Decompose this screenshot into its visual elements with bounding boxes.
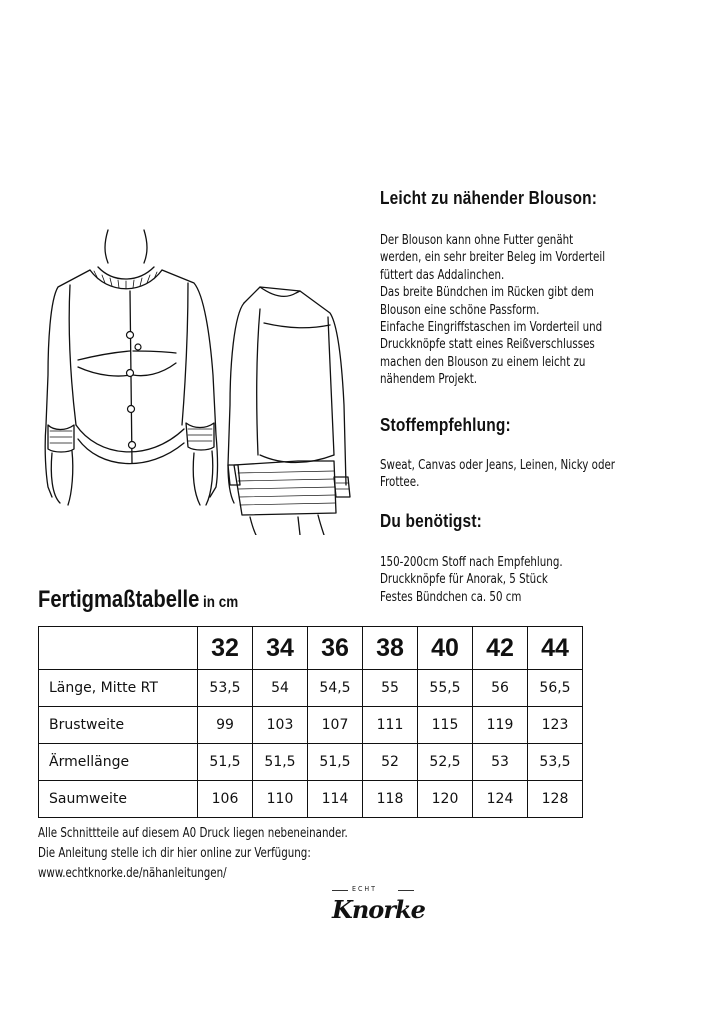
intro-line: Der Blouson kann ohne Futter genäht — [380, 233, 574, 248]
intro-line: Einfache Eingriffstaschen im Vorderteil und — [380, 320, 603, 336]
table-cell: 51,5 — [253, 744, 308, 781]
row-label: Ärmellänge — [39, 744, 198, 781]
row-label: Brustweite — [39, 707, 198, 744]
button-1 — [127, 332, 134, 339]
needs-line: Druckknöpfe für Anorak, 5 Stück — [380, 572, 548, 588]
intro-heading: Leicht zu nähender Blouson: — [380, 188, 598, 208]
size-header: 40 — [418, 627, 473, 670]
echt-knorke-logo — [318, 885, 448, 935]
footer-link[interactable]: www.echtknorke.de/nähanleitungen/ — [38, 866, 227, 881]
fabric-line: Frottee. — [380, 475, 420, 491]
intro-line: werden, ein sehr breiter Beleg im Vorderteil — [380, 250, 606, 266]
fabric-heading: Stoffempfehlung: — [380, 415, 511, 435]
table-cell: 107 — [308, 707, 363, 744]
intro-line: Das breite Bündchen im Rücken gibt dem — [380, 285, 594, 301]
table-cell: 53,5 — [198, 670, 253, 707]
needs-text — [380, 554, 672, 606]
table-cell: 103 — [253, 707, 308, 744]
intro-text — [380, 232, 672, 389]
table-cell: 56,5 — [528, 670, 583, 707]
footer-line: Die Anleitung stelle ich dir hier online zur Verfügung: — [38, 846, 311, 861]
footer-text — [38, 824, 348, 884]
needs-heading: Du benötigst: — [380, 511, 482, 531]
table-cell: 124 — [473, 781, 528, 818]
table-cell: 128 — [528, 781, 583, 818]
table-row — [39, 707, 583, 744]
table-cell: 52,5 — [418, 744, 473, 781]
size-header: 44 — [528, 627, 583, 670]
table-cell: 53,5 — [528, 744, 583, 781]
intro-line: Druckknöpfe statt eines Reißverschlusses — [380, 337, 595, 353]
table-title-unit: in cm — [203, 594, 239, 611]
table-row — [39, 744, 583, 781]
logo-rule-right — [398, 890, 414, 891]
intro-line: Blouson eine schöne Passform. — [380, 302, 540, 318]
table-row — [39, 670, 583, 707]
logo-rule-left — [332, 890, 348, 891]
button-4 — [129, 442, 136, 449]
button-3 — [128, 406, 135, 413]
logo-top-text: ECHT — [352, 885, 377, 893]
table-cell: 119 — [473, 707, 528, 744]
intro-line: machen den Blouson zu einem leicht zu — [380, 354, 586, 370]
size-table — [38, 626, 583, 818]
footer-line: Alle Schnittteile auf diesem A0 Druck liegen nebeneinander. — [38, 826, 348, 841]
table-cell: 54,5 — [308, 670, 363, 707]
table-cell: 114 — [308, 781, 363, 818]
table-cell: 123 — [528, 707, 583, 744]
fabric-line: Sweat, Canvas oder Jeans, Leinen, Nicky oder — [380, 458, 616, 473]
table-cell: 51,5 — [198, 744, 253, 781]
table-corner — [39, 627, 198, 670]
front-collar-inner — [98, 267, 154, 279]
table-cell: 56 — [473, 670, 528, 707]
table-cell: 120 — [418, 781, 473, 818]
table-title-main: Fertigmaßtabelle — [38, 586, 200, 613]
table-row — [39, 781, 583, 818]
size-header: 36 — [308, 627, 363, 670]
size-header: 38 — [363, 627, 418, 670]
table-title — [38, 586, 238, 614]
row-label: Saumweite — [39, 781, 198, 818]
size-header: 42 — [473, 627, 528, 670]
row-label: Länge, Mitte RT — [39, 670, 198, 707]
needs-line: 150-200cm Stoff nach Empfehlung. — [380, 555, 563, 570]
table-cell: 106 — [198, 781, 253, 818]
intro-line: nähendem Projekt. — [380, 372, 478, 388]
logo-main-text: Knorke — [332, 895, 425, 924]
size-header: 34 — [253, 627, 308, 670]
table-cell: 52 — [363, 744, 418, 781]
intro-line: füttert das Addalinchen. — [380, 267, 505, 283]
front-neck-lines — [105, 230, 147, 263]
table-header-row — [39, 627, 583, 670]
needs-line: Festes Bündchen ca. 50 cm — [380, 589, 522, 605]
size-header: 32 — [198, 627, 253, 670]
table-cell: 53 — [473, 744, 528, 781]
table-cell: 55,5 — [418, 670, 473, 707]
fabric-text — [380, 457, 672, 492]
table-cell: 99 — [198, 707, 253, 744]
table-cell: 55 — [363, 670, 418, 707]
table-cell: 54 — [253, 670, 308, 707]
button-5 — [135, 344, 141, 350]
button-2 — [127, 370, 134, 377]
table-cell: 51,5 — [308, 744, 363, 781]
table-cell: 115 — [418, 707, 473, 744]
blouson-illustration — [38, 225, 363, 535]
table-cell: 118 — [363, 781, 418, 818]
table-cell: 110 — [253, 781, 308, 818]
table-cell: 111 — [363, 707, 418, 744]
